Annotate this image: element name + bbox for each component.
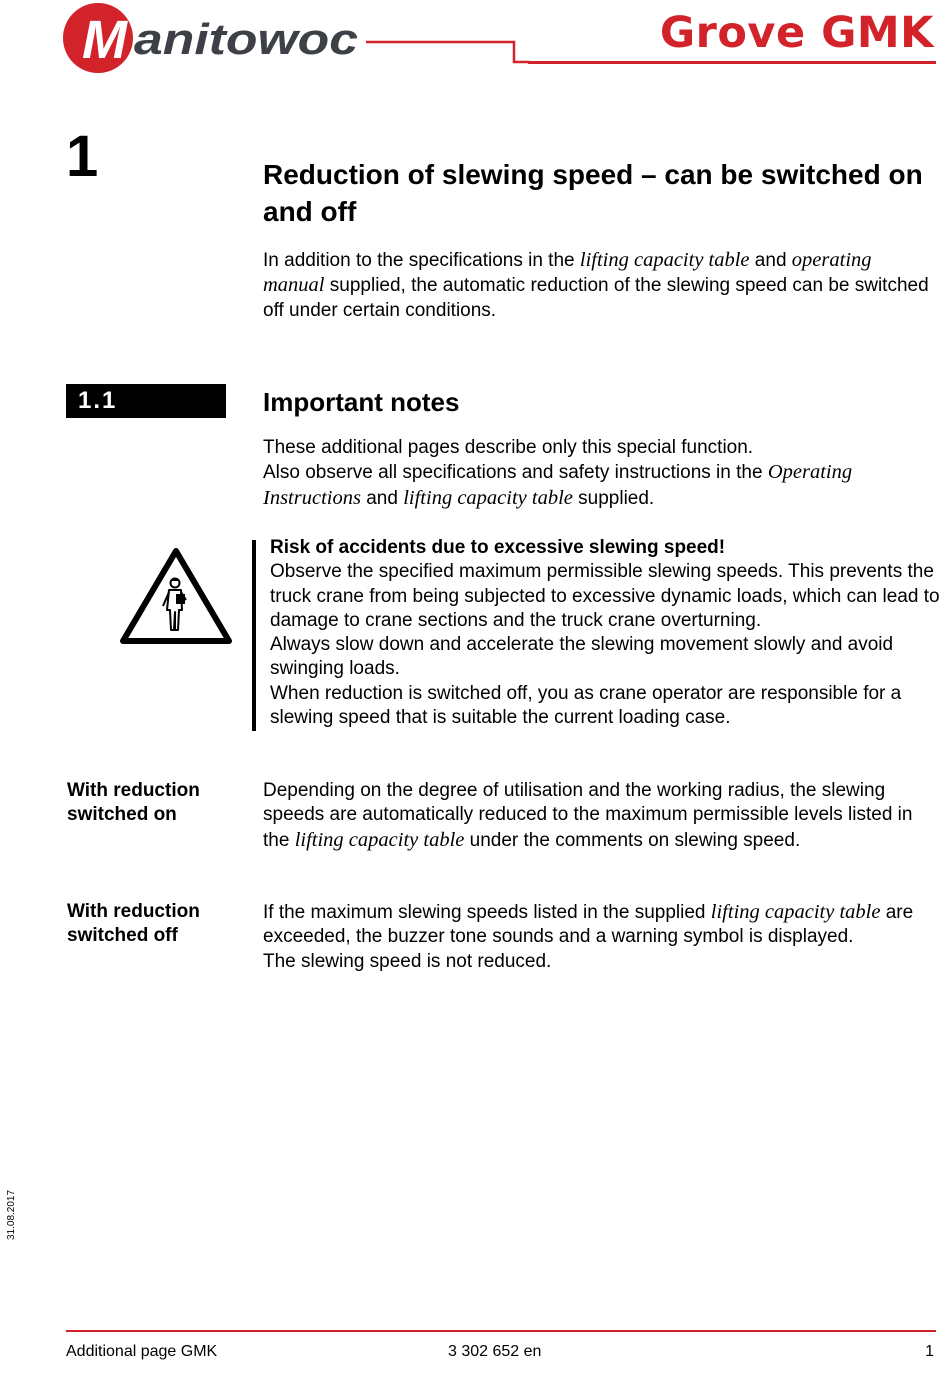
reduction-on-text: Depending on the degree of utilisation and the working radius, the slewing speeds are automatically reduced to the maximum permissible levels listed in the lifting capacity table under the comments on slewing speed. [263, 780, 913, 851]
warning-side-bar [252, 540, 256, 731]
header-rule-right [528, 61, 936, 64]
svg-text:anitowoc: anitowoc [134, 15, 358, 64]
reduction-on-label: With reduction switched on [67, 780, 200, 826]
chapter-title: Reduction of slewing speed – can be switched on and off [263, 159, 923, 227]
brand-title: Grove GMK [659, 8, 934, 58]
chapter-number: 1 [66, 124, 99, 189]
footer-rule [66, 1330, 936, 1332]
footer-left: Additional page GMK [66, 1343, 218, 1360]
important-notes-text: These additional pages describe only this special function. Also observe all specifications and safety instructions in the Operating Instructions and lifting capacity table supplied. [263, 437, 853, 509]
reduction-off-text: If the maximum slewing speeds listed in the supplied lifting capacity table are exceeded, the buzzer tone sounds and a warning symbol is displayed. The slewing speed is not reduced. [263, 901, 914, 972]
warning-text: Risk of accidents due to excessive slewing speed! Observe the specified maximum permissible slewing speeds. This prevents the truck crane from being subjected to excessive dynamic loads, which can lead to damage to crane sections and the truck crane overturning. Always slow down and accelerate the slewing movement slowly and avoid swinging loads. When reduction is switched off, you as crane operator are responsible for a slewing speed that is suitable the current loading case. [270, 536, 942, 730]
footer-doc-number: 3 302 652 en [448, 1343, 542, 1360]
reduction-off-label: With reduction switched off [67, 901, 200, 947]
side-date: 31.08.2017 [6, 1189, 17, 1240]
warning-title: Risk of accidents due to excessive slewing speed! [270, 537, 726, 558]
manitowoc-logo [60, 0, 530, 80]
footer-page-number: 1 [925, 1343, 934, 1360]
section-number: 1.1 [78, 387, 118, 414]
svg-text:M: M [82, 10, 127, 70]
chapter-intro: In addition to the specifications in the lifting capacity table and operating manual supplied, the automatic reduction of the slewing speed can be switched off under certain conditions. [263, 249, 929, 321]
warning-triangle-person-icon [118, 546, 234, 646]
section-title: Important notes [263, 387, 460, 417]
